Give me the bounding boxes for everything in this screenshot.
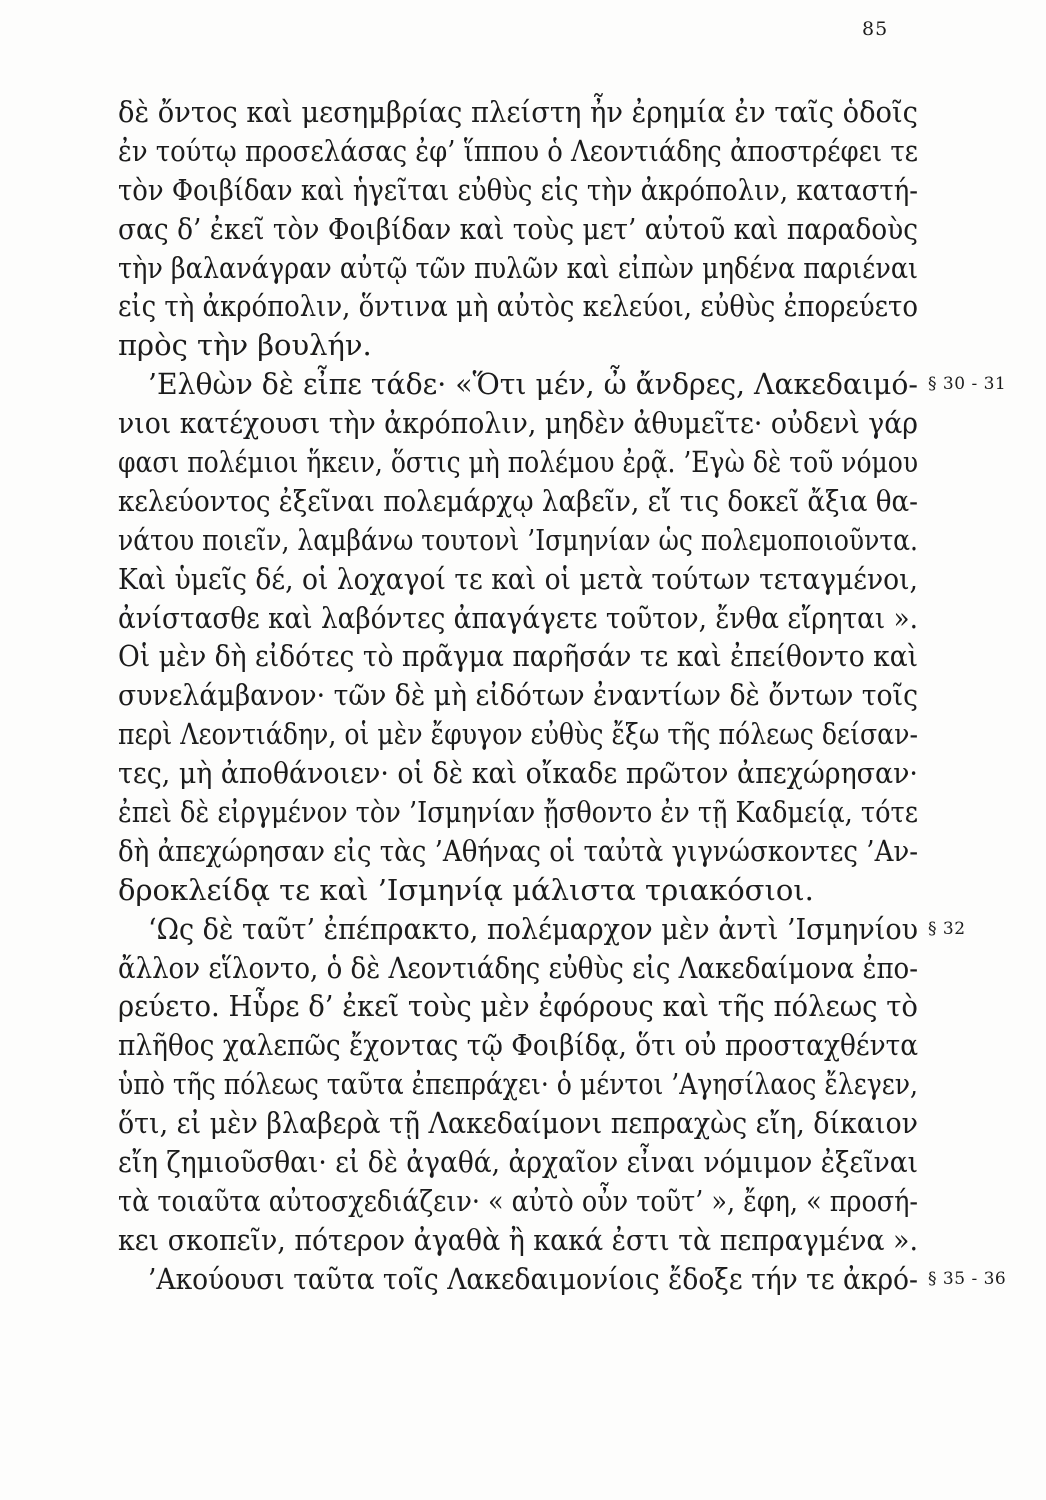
text-line-content: ’Ακούουσι ταῦτα τοῖς Λακεδαιμονίοις ἔδοξε τήν τε ἀκρό- xyxy=(148,1261,918,1296)
text-line xyxy=(118,249,918,288)
section-marker: § 35 - 36 xyxy=(928,1268,1007,1289)
text-line-content: πλῆθος χαλεπῶς ἔχοντας τῷ Φοιβίδᾳ, ὅτι οὐ προσταχθέντα xyxy=(118,1028,919,1063)
text-line xyxy=(118,560,918,599)
text-line xyxy=(118,287,918,326)
text-line xyxy=(118,910,966,949)
text-line-content: ’Ελθὼν δὲ εἶπε τάδε· «Ὅτι μέν, ὦ ἄνδρες, Λακεδαιμό- xyxy=(148,367,918,402)
text-line xyxy=(118,482,918,521)
text-line-content: κελεύοντος ἐξεῖναι πολεμάρχῳ λαβεῖν, εἴ τις δοκεῖ ἄξια θα- xyxy=(118,483,918,518)
text-line xyxy=(118,443,918,482)
text-line-content: συνελάμβανον· τῶν δὲ μὴ εἰδότων ἐναντίων δὲ ὄντων τοῖς xyxy=(118,678,919,713)
text-line xyxy=(118,793,918,832)
text-line-content: εἴη ζημιοῦσθαι· εἰ δὲ ἀγαθά, ἀρχαῖον εἶναι νόμιμον ἐξεῖναι xyxy=(118,1145,918,1180)
text-line-content: Οἱ μὲν δὴ εἰδότες τὸ πρᾶγμα παρῆσάν τε καὶ ἐπείθοντο καὶ xyxy=(118,639,919,674)
text-line-content: ‘Ως δὲ ταῦτ’ ἐπέπρακτο, πολέμαρχον μὲν ἀντὶ ’Ισμηνίου xyxy=(148,911,919,946)
text-line-content: δροκλείδᾳ τε καὶ ’Ισμηνίᾳ μάλιστα τριακόσιοι. xyxy=(118,872,814,907)
text-line-content: πρὸς τὴν βουλήν. xyxy=(118,328,372,363)
text-line-content: νάτου ποιεῖν, λαμβάνω τουτονὶ ’Ισμηνίαν ὡς πολεμοποιοῦντα. xyxy=(118,522,919,557)
text-line-content: εἰς τὴ ἀκρόπολιν, ὅντινα μὴ αὐτὸς κελεύοι, εὐθὺς ἐπορεύετο xyxy=(118,289,919,324)
text-line-content: περὶ Λεοντιάδην, οἱ μὲν ἔφυγον εὐθὺς ἔξω τῆς πόλεως δείσαν- xyxy=(118,717,918,752)
text-line-content: δὲ ὄντος καὶ μεσημβρίας πλείστη ἦν ἐρημία ἐν ταῖς ὁδοῖς xyxy=(118,95,918,129)
text-line-content: τὰ τοιαῦτα αὐτοσχεδιάζειν· « αὐτὸ οὖν τοῦτ’ », ἔφη, « προσή- xyxy=(118,1183,919,1218)
text-line xyxy=(118,637,918,676)
text-line xyxy=(118,404,918,443)
section-marker: § 32 xyxy=(928,918,966,939)
greek-text-body xyxy=(118,93,1007,1299)
text-line xyxy=(118,715,918,754)
text-line xyxy=(118,1143,918,1182)
text-line xyxy=(118,1026,918,1065)
text-line-content: ἐπεὶ δὲ εἰργμένον τὸν ’Ισμηνίαν ᾔσθοντο ἐν τῇ Καδμείᾳ, τότε xyxy=(118,795,918,830)
text-line-content: ὑπὸ τῆς πόλεως ταῦτα ἐπεπράχει· ὁ μέντοι ’Αγησίλαος ἔλεγεν, xyxy=(118,1067,918,1102)
text-line-content: ἐν τούτῳ προσελάσας ἐφ’ ἵππου ὁ Λεοντιάδης ἀποστρέφει τε xyxy=(118,133,919,168)
text-line xyxy=(118,1065,918,1104)
text-line xyxy=(118,1182,918,1221)
text-line xyxy=(118,1104,918,1143)
text-line xyxy=(118,754,918,793)
text-line-content: τες, μὴ ἀποθάνοιεν· οἱ δὲ καὶ οἴκαδε πρῶτον ἀπεχώρησαν· xyxy=(118,756,918,791)
text-line-content: ρεύετο. Ηὗρε δ’ ἐκεῖ τοὺς μὲν ἐφόρους καὶ τῆς πόλεως τὸ xyxy=(118,989,918,1024)
text-line-content: τὸν Φοιβίδαν καὶ ἡγεῖται εὐθὺς εἰς τὴν ἀκρόπολιν, καταστή- xyxy=(118,172,918,207)
text-line xyxy=(118,171,918,210)
text-line xyxy=(118,987,918,1026)
text-line xyxy=(118,1221,918,1260)
text-line xyxy=(118,599,918,638)
text-line-content: σας δ’ ἐκεῖ τὸν Φοιβίδαν καὶ τοὺς μετ’ αὐτοῦ καὶ παραδοὺς xyxy=(118,211,919,246)
text-line xyxy=(118,132,918,171)
text-line xyxy=(118,326,918,365)
text-line xyxy=(118,832,918,871)
text-line xyxy=(118,871,918,910)
text-line-content: δὴ ἀπεχώρησαν εἰς τὰς ’Αθήνας οἱ ταὐτὰ γιγνώσκοντες ’Αν- xyxy=(118,833,919,868)
section-marker: § 30 - 31 xyxy=(928,374,1007,395)
text-line xyxy=(118,949,918,988)
text-line-content: νιοι κατέχουσι τὴν ἀκρόπολιν, μηδὲν ἀθυμεῖτε· οὐδενὶ γάρ xyxy=(118,406,918,441)
text-line xyxy=(118,1260,1007,1299)
text-line-content: φασι πολέμιοι ἥκειν, ὅστις μὴ πολέμου ἐρᾷ. ’Εγὼ δὲ τοῦ νόμου xyxy=(118,445,919,480)
text-line xyxy=(118,365,1007,404)
text-line-content: κει σκοπεῖν, πότερον ἀγαθὰ ἢ κακά ἐστι τὰ πεπραγμένα ». xyxy=(118,1222,919,1257)
text-line xyxy=(118,521,918,560)
text-line-content: ὅτι, εἰ μὲν βλαβερὰ τῇ Λακεδαίμονι πεπραχὼς εἴη, δίκαιον xyxy=(118,1106,919,1141)
text-line-content: Καὶ ὑμεῖς δέ, οἱ λοχαγοί τε καὶ οἱ μετὰ τούτων τεταγμένοι, xyxy=(118,561,918,596)
text-line-content: ἄλλον εἵλοντο, ὁ δὲ Λεοντιάδης εὐθὺς εἰς Λακεδαίμονα ἐπο- xyxy=(118,950,919,985)
page-number: 85 xyxy=(862,18,889,40)
text-line xyxy=(118,676,918,715)
text-line xyxy=(118,93,918,132)
text-line-content: ἀνίστασθε καὶ λαβόντες ἀπαγάγετε τοῦτον, ἔνθα εἴρηται ». xyxy=(118,600,918,635)
text-line-content: τὴν βαλανάγραν αὐτῷ τῶν πυλῶν καὶ εἰπὼν μηδένα παριέναι xyxy=(118,250,919,285)
text-line xyxy=(118,210,918,249)
